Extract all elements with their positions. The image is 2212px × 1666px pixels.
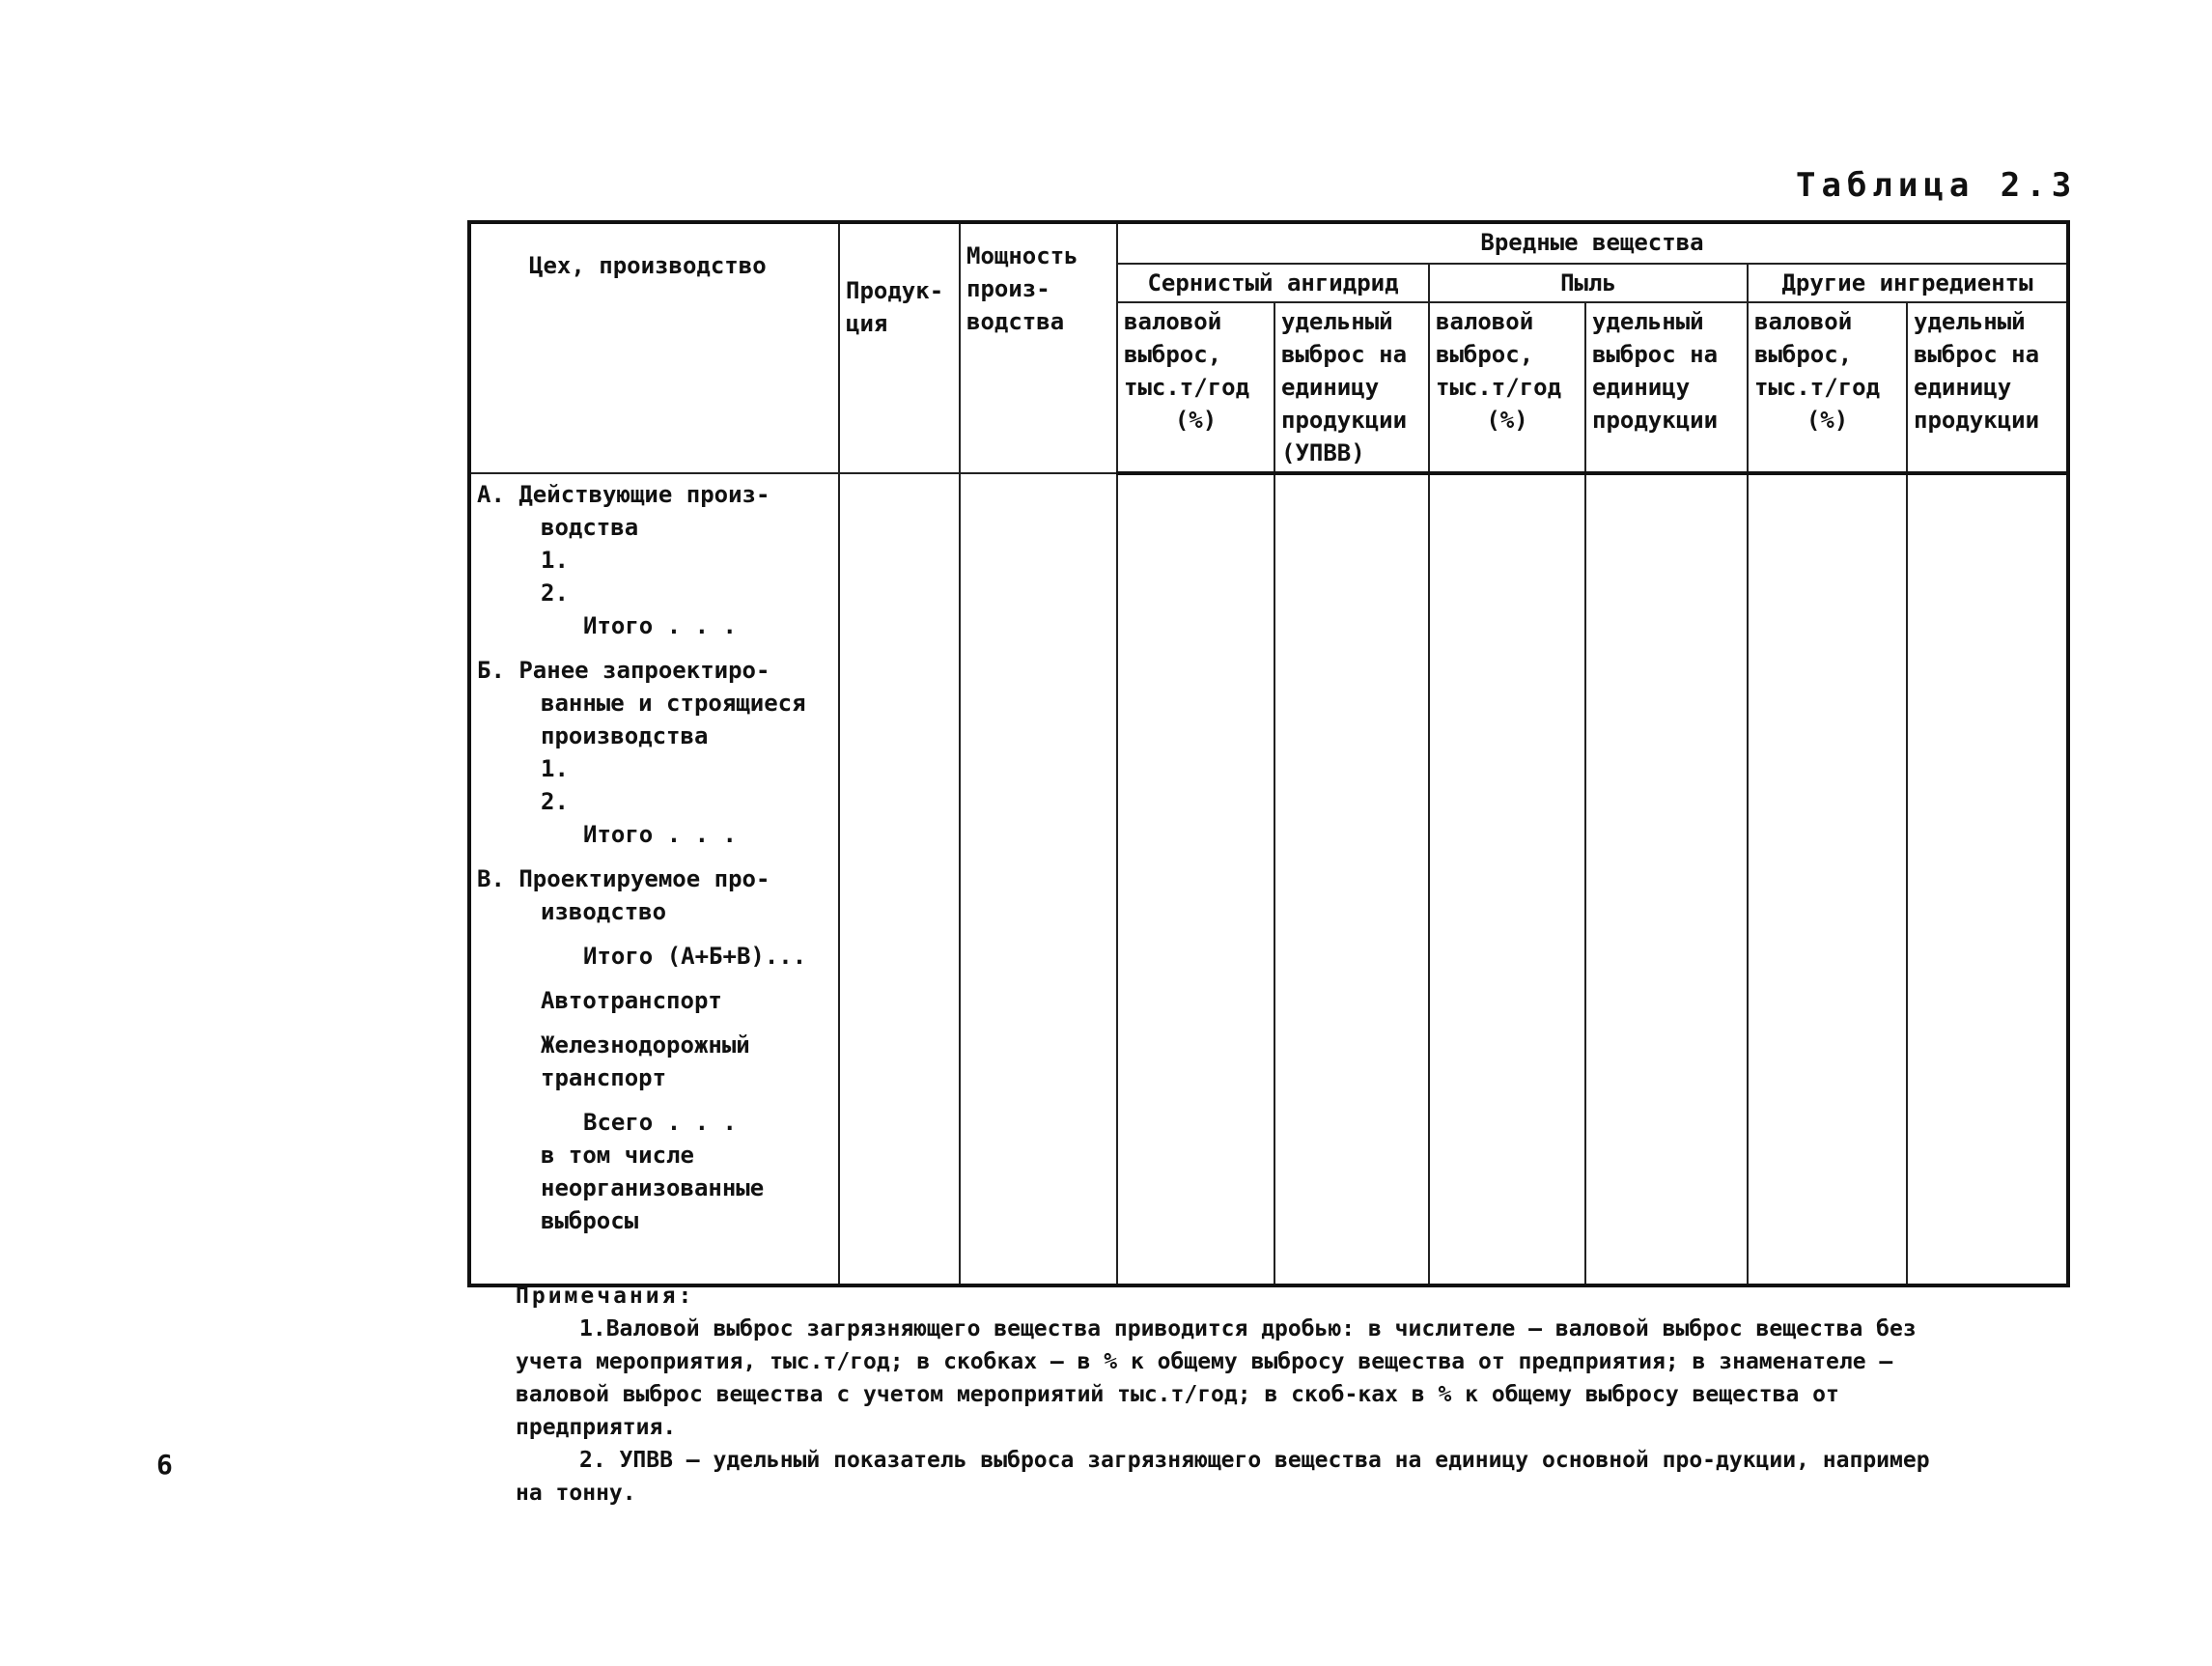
spacer [477,1017,832,1029]
auto-transport: Автотранспорт [541,987,722,1014]
grand-total: Всего . . . [583,1109,737,1136]
gross-line3: тыс.т/год [1124,374,1250,401]
header-row-1 [469,222,2068,264]
header-product-line1: Продук- [846,277,944,304]
section-a-item-2: 2. [541,579,569,607]
gross-line3: тыс.т/год [1754,374,1881,401]
header-dust-specific [1585,302,1748,473]
rail-transport-cont: транспорт [541,1064,667,1091]
header-capacity-line1: Мощность [966,242,1078,269]
header-product [839,222,960,473]
gross-line1: валовой [1436,308,1534,335]
specific-line2: выброс на [1281,341,1408,368]
header-capacity [960,222,1117,473]
emissions-table-wrapper [467,220,2070,1287]
specific-line1: удельный [1914,308,2026,335]
gross-line2: выброс, [1754,341,1853,368]
body-row-labels [469,473,839,1285]
notes-title: Примечания: [516,1284,695,1309]
body-cell-so2-specific [1274,473,1429,1285]
table-caption: Таблица 2.3 [1796,166,2078,205]
gross-line4: (%) [1174,407,1218,434]
spacer [477,928,832,940]
body-cell-so2-gross [1117,473,1274,1285]
specific-line3: единицу [1281,374,1380,401]
specific-line4: продукции [1914,407,2040,434]
note-1: 1.Валовой выброс загрязняющего вещества приводится дробью: в числителе – валовой выброс вещества без учета мероприятия, тыс.т/год; в скобках – в % к общему выбросу вещества от предприятия; в знаменателе – валовой выброс вещества с учетом мероприятий тыс.т/год; в скоб-ках в % к общему выбросу вещества от предприятия. [516,1316,1917,1440]
gross-line4: (%) [1806,407,1849,434]
specific-line2: выброс на [1914,341,2040,368]
section-b-item-1: 1. [541,755,569,782]
including-cont: неорганизованные [541,1174,765,1201]
gross-line3: тыс.т/год [1436,374,1562,401]
gross-line1: валовой [1124,308,1222,335]
specific-line1: удельный [1281,308,1393,335]
section-b-title: Б. Ранее запроектиро- [477,657,770,684]
body-cell-other-specific [1907,473,2068,1285]
specific-line4: продукции [1592,407,1719,434]
body-cell-capacity [960,473,1117,1285]
gross-line1: валовой [1754,308,1853,335]
header-other-specific [1907,302,2068,473]
body-row [469,473,2068,1285]
header-harmful-substances: Вредные вещества [1117,222,2068,264]
note-2: 2. УПВВ – удельный показатель выброса загрязняющего вещества на единицу основной про-дукции, например на тонну. [516,1448,1930,1506]
spacer [477,642,832,654]
gross-line4: (%) [1486,407,1528,434]
header-so2: Сернистый ангидрид [1117,264,1429,302]
section-b-title-cont2: производства [541,722,709,749]
body-cell-dust-gross [1429,473,1585,1285]
gross-line2: выброс, [1124,341,1222,368]
specific-line3: единицу [1592,374,1691,401]
specific-line4: продукции [1281,407,1408,434]
body-cell-other-gross [1748,473,1907,1285]
section-b-item-2: 2. [541,788,569,815]
header-other: Другие ингредиенты [1748,264,2068,302]
section-a-title: А. Действующие произ- [477,481,770,508]
section-a-item-1: 1. [541,547,569,574]
emissions-table [467,220,2070,1287]
section-a-subtotal: Итого . . . [583,612,737,639]
header-other-gross [1748,302,1907,473]
gross-line2: выброс, [1436,341,1534,368]
specific-line2: выброс на [1592,341,1719,368]
notes-block [516,1280,1945,1510]
body-cell-dust-specific [1585,473,1748,1285]
including-cont2: выбросы [541,1207,639,1234]
spacer [477,1094,832,1106]
specific-line3: единицу [1914,374,2012,401]
including: в том числе [541,1142,694,1169]
header-ceh: Цех, производство [469,222,839,473]
total-abv: Итого (А+Б+В)... [583,943,807,970]
section-v-title-cont: изводство [541,898,667,925]
spacer [477,973,832,984]
section-v-title: В. Проектируемое про- [477,865,770,892]
header-capacity-line2: произ- [966,275,1050,302]
header-so2-gross [1117,302,1274,473]
spacer [477,851,832,862]
section-b-title-cont: ванные и строящиеся [541,690,806,717]
page-number: 6 [156,1449,173,1481]
section-b-subtotal: Итого . . . [583,821,737,848]
header-product-line2: ция [846,310,888,337]
header-dust-gross [1429,302,1585,473]
specific-upvv: (УПВВ) [1281,439,1365,466]
body-cell-product [839,473,960,1285]
section-a-title-cont: водства [541,514,639,541]
header-capacity-line3: водства [966,308,1065,335]
header-dust: Пыль [1429,264,1748,302]
header-so2-specific [1274,302,1429,473]
rail-transport: Железнодорожный [541,1031,750,1059]
specific-line1: удельный [1592,308,1704,335]
